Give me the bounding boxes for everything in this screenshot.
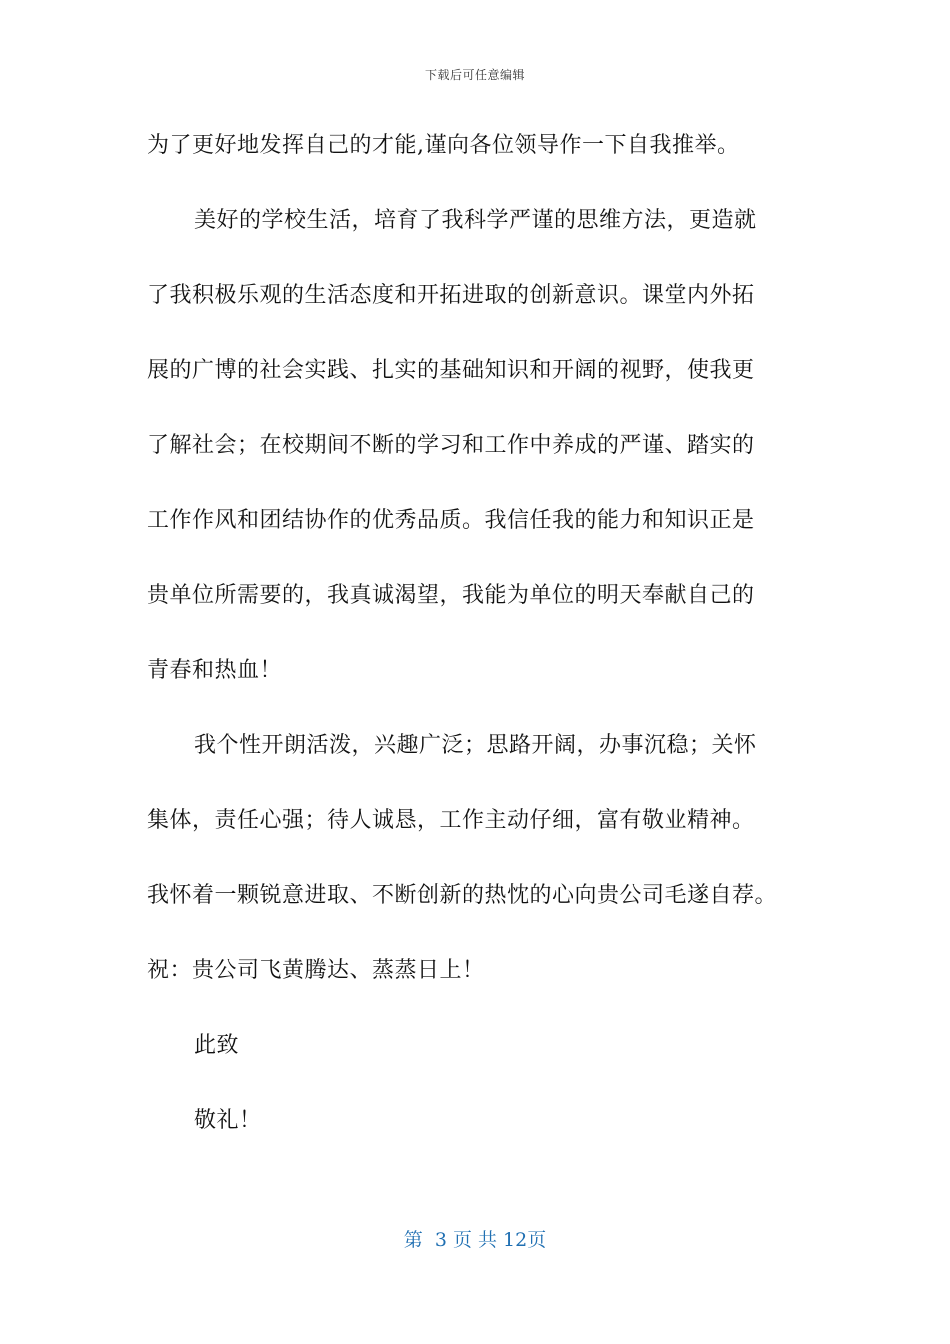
body-line: 了我积极乐观的生活态度和开拓进取的创新意识。课堂内外拓 <box>147 283 755 308</box>
body-line: 敬礼！ <box>194 1108 262 1133</box>
body-line: 展的广博的社会实践、扎实的基础知识和开阔的视野，使我更 <box>147 358 755 383</box>
body-line: 了解社会；在校期间不断的学习和工作中养成的严谨、踏实的 <box>147 433 755 458</box>
body-line: 为了更好地发挥自己的才能,谨向各位领导作一下自我推举。 <box>147 133 740 158</box>
body-line: 美好的学校生活，培育了我科学严谨的思维方法，更造就 <box>194 208 757 233</box>
body-line: 青春和热血！ <box>147 658 283 683</box>
body-line: 我个性开朗活泼，兴趣广泛；思路开阔，办事沉稳；关怀 <box>194 733 757 758</box>
page-number-footer: 第 3 页 共 12页 <box>403 1229 547 1251</box>
body-line: 我怀着一颗锐意进取、不断创新的热忱的心向贵公司毛遂自荐。 <box>147 883 778 908</box>
body-line: 贵单位所需要的，我真诚渴望，我能为单位的明天奉献自己的 <box>147 583 755 608</box>
download-note: 下载后可任意编辑 <box>424 68 525 82</box>
body-line: 祝：贵公司飞黄腾达、蒸蒸日上！ <box>147 958 485 983</box>
body-line: 此致 <box>194 1033 240 1058</box>
body-line: 工作作风和团结协作的优秀品质。我信任我的能力和知识正是 <box>147 508 755 533</box>
body-line: 集体，责任心强；待人诚恳，工作主动仔细，富有敬业精神。 <box>147 808 755 833</box>
